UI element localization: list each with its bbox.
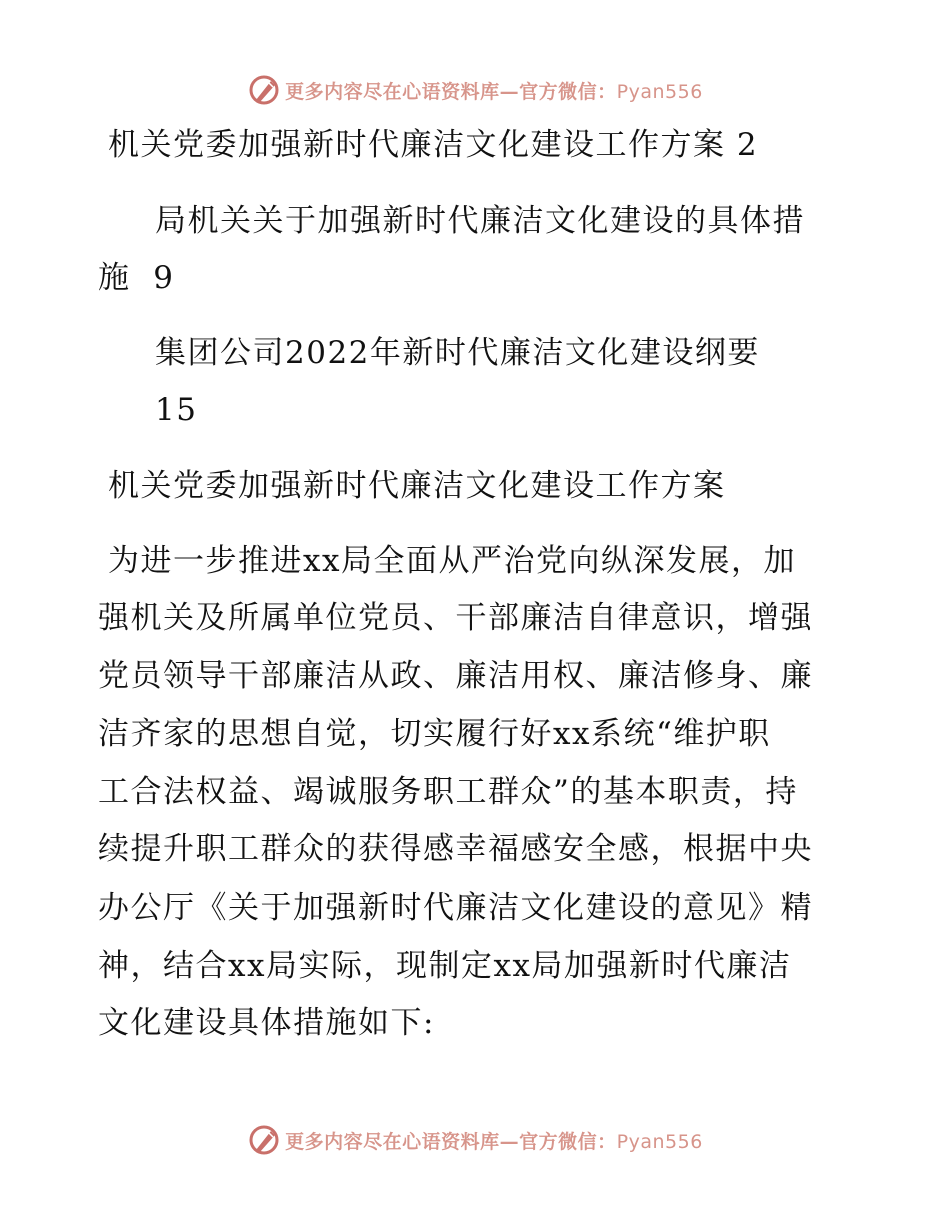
paragraph-line: 洁齐家的思想自觉，切实履行好xx系统“维护职 <box>98 716 771 752</box>
toc-entry-page: 2 <box>736 127 759 163</box>
toc-entry-title: 施 <box>98 260 131 296</box>
toc-entry-3 <box>155 333 760 373</box>
toc-entry-2-line-1 <box>155 201 805 241</box>
watermark-id: Pyan556 <box>616 80 703 103</box>
toc-entry-3-page-line <box>155 390 197 430</box>
toc-entry-page: 15 <box>155 392 198 428</box>
paragraph-line: 文化建设具体措施如下: <box>98 1005 435 1041</box>
paragraph-line: 工合法权益、竭诚服务职工群众”的基本职责，持 <box>98 774 798 810</box>
toc-entry-page: 9 <box>153 260 175 296</box>
watermark-text: 更多内容尽在心语资料库—官方微信：Pyan556 <box>285 1130 703 1153</box>
watermark-header <box>0 70 950 110</box>
watermark-text: 更多内容尽在心语资料库—官方微信：Pyan556 <box>285 80 703 103</box>
pen-logo-icon <box>247 1123 281 1157</box>
toc-entry-title: 机关党委加强新时代廉洁文化建设工作方案 <box>108 127 726 163</box>
paragraph-line: 办公厅《关于加强新时代廉洁文化建设的意见》精 <box>98 890 813 926</box>
pen-logo-icon <box>247 73 281 107</box>
section-heading: 机关党委加强新时代廉洁文化建设工作方案 <box>108 468 726 504</box>
toc-entry-2-line-2 <box>98 258 174 298</box>
toc-entry-title: 集团公司2022年新时代廉洁文化建设纲要 <box>155 335 760 371</box>
paragraph-line: 续提升职工群众的获得感幸福感安全感，根据中央 <box>98 831 813 867</box>
paragraph-line: 党员领导干部廉洁从政、廉洁用权、廉洁修身、廉 <box>98 658 813 694</box>
paragraph-line: 神，结合xx局实际，现制定xx局加强新时代廉洁 <box>98 948 792 984</box>
toc-entry-title: 局机关关于加强新时代廉洁文化建设的具体措 <box>155 203 805 239</box>
watermark-id: Pyan556 <box>616 1130 703 1153</box>
paragraph-line: 强机关及所属单位党员、干部廉洁自律意识，增强 <box>98 600 813 636</box>
toc-entry-1 <box>108 125 758 165</box>
paragraph-line: 为进一步推进xx局全面从严治党向纵深发展，加 <box>108 543 796 579</box>
watermark-footer <box>0 1120 950 1160</box>
